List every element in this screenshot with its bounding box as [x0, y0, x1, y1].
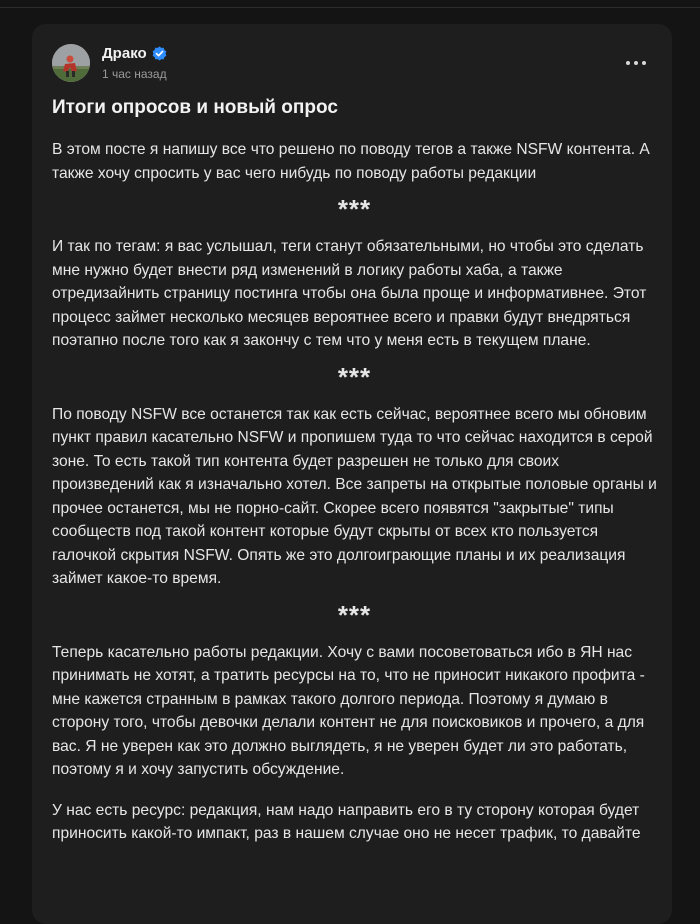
section-separator-3: ***	[337, 599, 372, 630]
post-paragraph-2: И так по тегам: я вас услышал, теги станут обязательными, но чтобы это сделать мне нужно будет внести ряд изменений в логику работы хаба, а также отредизайнить страницу постинга чтобы она была проще и информативнее. Этот процесс займет несколько месяцев вероятнее всего и правки будут внедряться поэтапно после того как я закончу с тем что у меня есть в текущем плане.	[52, 238, 647, 349]
avatar[interactable]	[52, 44, 90, 82]
post-title: Итоги опросов и новый опрос	[52, 97, 338, 118]
author-name-text: Драко	[102, 45, 147, 62]
section-separator-1: ***	[337, 194, 372, 224]
post-card	[32, 24, 672, 924]
author-name[interactable]	[102, 45, 167, 62]
top-divider	[0, 7, 700, 8]
post-paragraph-3: По поводу NSFW все останется так как есть сейчас, вероятнее всего мы обновим пункт правил касательно NSFW и пропишем туда то что сейчас находится в серой зоне. То есть такой тип контента будет разрешен не только для своих произведений как я изначально хотел. Все запреты на открытые половые органы и прочее останется, мы не порно-сайт. Скорее всего появятся "закрытые" типы сообществ под такой контент которые будут скрыты от всех кто пользуется галочкой скрытия NSFW. Опять же это долгоиграющие планы и их реализация займет какое-то время.	[52, 405, 657, 587]
more-options-icon[interactable]	[626, 54, 646, 72]
post-body	[52, 138, 657, 846]
post-timestamp: 1 час назад	[102, 67, 167, 81]
section-separator-2: ***	[337, 361, 372, 392]
post-paragraph-4: Теперь касательно работы редакции. Хочу с вами посоветоваться ибо в ЯН нас принимать не хотят, а тратить ресурсы на то, что не приносит никакого профита - мне кажется странным в рамках такого долгого периода. Поэтому я думаю в сторону того, чтобы девочки делали контент не для поисковиков и прочего, а для вас. Я не уверен как это должно выглядеть, я не уверен будет ли это работать, поэтому я и хочу запустить обсуждение.	[52, 643, 645, 778]
post-paragraph-5: У нас есть ресурс: редакция, нам надо направить его в ту сторону которая будет приносить какой-то импакт, раз в нашем случае оно не несет трафик, то давайте	[52, 801, 641, 842]
verified-badge-icon	[152, 46, 167, 61]
post-header	[52, 44, 652, 84]
paragraph-gap	[52, 782, 657, 799]
post-paragraph-1: В этом посте я напишу все что решено по поводу тегов а также NSFW контента. А также хочу спросить у вас чего нибудь по поводу работы редакции	[52, 141, 650, 182]
